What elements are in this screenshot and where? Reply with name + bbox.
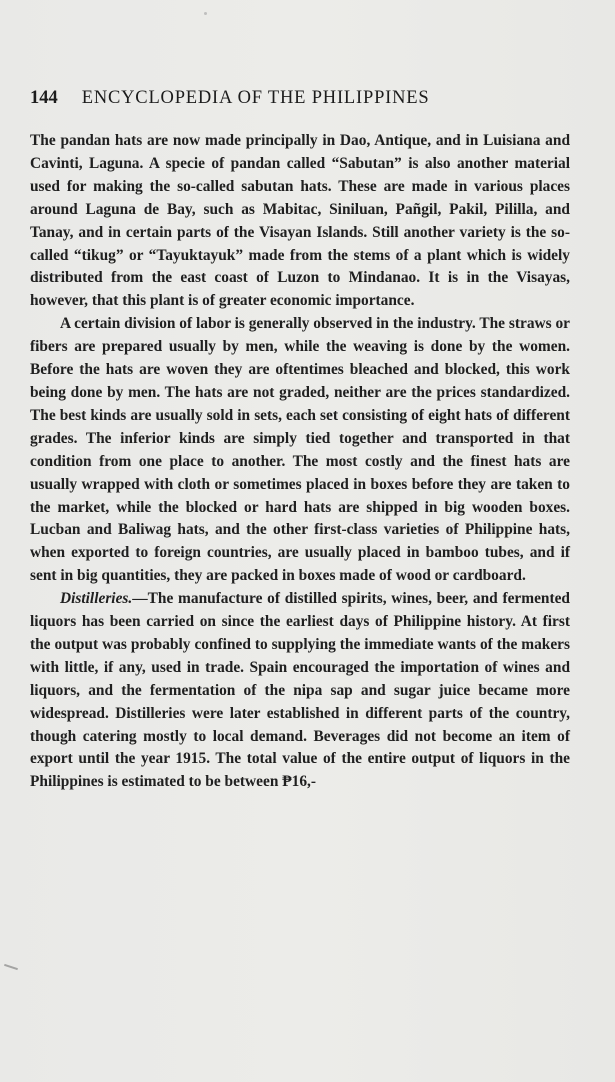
distilleries-text: —The manufacture of distilled spirits, wines, beer, and fermented liquors has been carried on since the earliest days of Philippine history. At first the output was probably confined to supplying the immediate wants of the makers with little, if any, used in trade. Spain encouraged the importation of wines and liquors, and the fermentation of the nipa sap and sugar juice became more widespread. Distilleries were later established in different parts of the country, though catering mostly to local demand. Beverages did not become an item of export until the year 1915. The total value of the entire output of liquors in the Philippines is estimated to be between ₱16,- bbox=[30, 590, 570, 791]
body-text bbox=[30, 130, 570, 794]
paragraph-distilleries bbox=[30, 588, 570, 794]
paragraph-pandan-hats: The pandan hats are now made principally in Dao, Antique, and in Luisiana and Cavinti, Laguna. A specie of pandan called “Sabutan” is also another material used for making the so-called sabutan hats. These are made in various places around Laguna de Bay, such as Mabitac, Siniluan, Pañgil, Pakil, Pililla, and Tanay, and in certain parts of the Visayan Islands. Still another variety is the so-called “tikug” or “Tayuktayuk” made from the stems of a plant which is widely distributed from the east coast of Luzon to Mindanao. It is in the Visayas, however, that this plant is of greater economic importance. bbox=[30, 132, 570, 310]
page-number: 144 bbox=[30, 88, 58, 108]
paragraph-labor-division: A certain division of labor is generally observed in the industry. The straws or fibers are prepared usually by men, while the weaving is done by the women. Before the hats are woven they are oftentimes bleached and blocked, this work being done by men. The hats are not graded, neither are the prices standardized. The best kinds are usually sold in sets, each set consisting of eight hats of different grades. The inferior kinds are simply tied together and transported in that condition from one place to another. The most costly and the finest hats are usually wrapped with cloth or sometimes placed in boxes before they are taken to the market, while the blocked or hard hats are shipped in big wooden boxes. Lucban and Baliwag hats, and the other first-class varieties of Philippine hats, when exported to foreign countries, are usually placed in bamboo tubes, and if sent in big quantities, they are packed in boxes made of wood or cardboard. bbox=[30, 315, 570, 585]
margin-mark bbox=[4, 964, 18, 970]
distilleries-heading: Distilleries. bbox=[60, 590, 133, 608]
page-speck bbox=[204, 12, 207, 15]
page-header bbox=[30, 88, 570, 116]
running-head: ENCYCLOPEDIA OF THE PHILIPPINES bbox=[81, 88, 430, 108]
